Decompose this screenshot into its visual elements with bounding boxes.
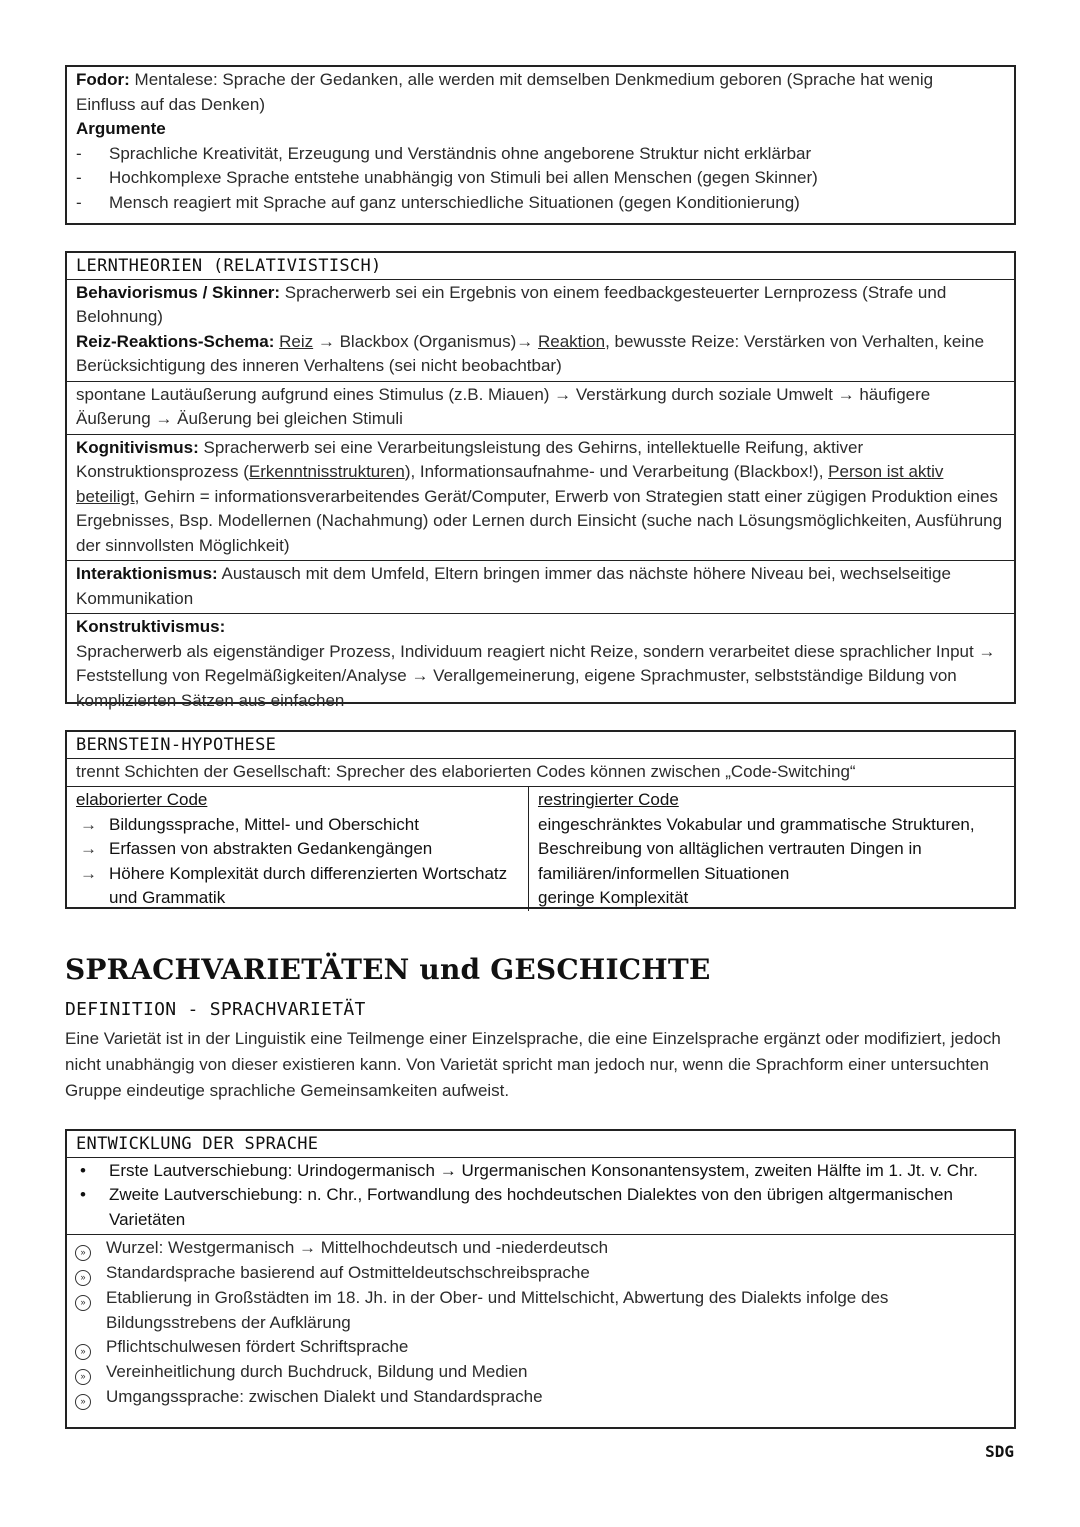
list-item: » Pflichtschulwesen fördert Schriftsprache: [73, 1335, 1005, 1360]
elab-title: elaborierter Code: [76, 790, 208, 809]
kognitivismus-term: Kognitivismus:: [76, 437, 199, 457]
bernstein-header: BERNSTEIN-HYPOTHESE: [76, 735, 277, 755]
kognitivismus-row: Kognitivismus: Spracherwerb sei eine Verarbeitungsleistung des Gehirns, intellektuelle Reifung, aktiver Konstruktionsprozess (Erkenntnisstrukturen), Informationsaufnahme- und Verarbeitung (Blackbox!), Person ist aktiv beteiligt, Gehirn = informationsverarbeitendes Gerät/Computer, Erwerb von Strategien statt einer zügigen Produktion eines Ergebnisses, Bsp. Modellernen (Nachahmung) oder Lernen durch Einsicht (suche nach Lösungsmöglichkeiten, Ausführung der sinnvollsten Möglichkeit): [67, 434, 1014, 561]
list-item: → Erfassen von abstrakten Gedankengängen: [80, 839, 433, 858]
footer-initials: SDG: [985, 1442, 1014, 1461]
circle-arrow-icon: »: [75, 1369, 91, 1385]
fodor-box: [65, 65, 1016, 225]
konstruktivismus-row: Konstruktivismus: Spracherwerb als eigenständiger Prozess, Individuum reagiert nicht Reize, sondern verarbeitet diese sprachlicher Input → Feststellung von Regelmäßigkeiten/Analyse → Verallgemeinerung, eigene Sprachmuster, selbstständige Bildung von komplizierten Sätzen aus einfachen: [67, 613, 1014, 715]
list-item: → Bildungssprache, Mittel- und Oberschicht: [80, 814, 419, 834]
list-item: » Wurzel: Westgermanisch → Mittelhochdeutsch und -niederdeutsch: [73, 1236, 1005, 1261]
list-item: - Mensch reagiert mit Sprache auf ganz unterschiedliche Situationen (gegen Konditionierung): [76, 192, 800, 212]
history-row: [67, 1234, 1014, 1412]
interaktionismus-row: Interaktionismus: Austausch mit dem Umfeld, Eltern bringen immer das nächste höhere Niveau bei, wechselseitige Kommunikation: [67, 560, 1014, 613]
list-item: » Etablierung in Großstädten im 18. Jh. in der Ober- und Mittelschicht, Abwertung des Dialekts infolge des Bildungsstrebens der Aufklärung: [73, 1286, 1005, 1335]
section-title: SPRACHVARIETÄTEN und GESCHICHTE: [65, 953, 711, 986]
elaborated-code-column: [67, 787, 529, 911]
list-item: • Erste Lautverschiebung: Urindogermanisch → Urgermanischen Konsonantensystem, zweiten Hälfte im 1. Jt. v. Chr.: [80, 1160, 978, 1180]
spontan-row: spontane Lautäußerung aufgrund eines Stimulus (z.B. Miauen) → Verstärkung durch soziale Umwelt → häufigere Äußerung → Äußerung bei gleichen Stimuli: [67, 381, 1014, 434]
konstruktivismus-term: Konstruktivismus:: [76, 617, 226, 636]
list-item: » Standardsprache basierend auf Ostmitteldeutschschreibsprache: [73, 1261, 1005, 1286]
list-item: - Hochkomplexe Sprache entstehe unabhängig von Stimuli bei allen Menschen (gegen Skinner): [76, 168, 818, 187]
circle-arrow-icon: »: [75, 1344, 91, 1360]
code-table: [67, 786, 1014, 911]
interaktionismus-term: Interaktionismus:: [76, 564, 218, 583]
bernstein-box: [65, 730, 1016, 909]
fodor-text: Mentalese: Sprache der Gedanken, alle werden mit demselben Denkmedium geboren (Sprache hat wenig: [129, 70, 934, 89]
argumente-title: Argumente: [76, 119, 166, 138]
list-item: • Zweite Lautverschiebung: n. Chr., Fortwandlung des hochdeutschen Dialektes von den übrigen altgermanischen Varietäten: [80, 1185, 953, 1229]
definition-paragraph: Eine Varietät ist in der Linguistik eine Teilmenge einer Einzelsprache, die eine Einzelsprache ergänzt oder modifiziert, jedoch nicht unabhängig von dieser existieren kann. Von Varietät spricht man jedoch nur, wenn die Sprachform einer untersuchten Gruppe eindeutige sprachliche Gemeinsamkeiten aufweist.: [65, 1029, 1001, 1100]
section-subtitle: DEFINITION - SPRACHVARIETÄT: [65, 999, 366, 1020]
bernstein-intro: trennt Schichten der Gesellschaft: Sprecher des elaborierten Codes können zwischen „Code-Switching“: [67, 758, 1014, 787]
behaviorismus-row: Behaviorismus / Skinner: Spracherwerb sei ein Ergebnis von einem feedbackgesteuerter Lernprozess (Strafe und Belohnung) Reiz-Reaktions-Schema: Reiz → Blackbox (Organismus)→ Reaktion, bewusste Reize: Verstärken von Verhalten, keine Berücksichtigung des inneren Verhaltens (sei nicht beobachtbar): [67, 279, 1014, 381]
list-item: → Höhere Komplexität durch differenzierten Wortschatz und Grammatik: [80, 863, 508, 907]
list-item: » Umgangssprache: zwischen Dialekt und Standardsprache: [73, 1385, 1005, 1410]
lerntheorien-header: LERNTHEORIEN (RELATIVISTISCH): [76, 256, 382, 276]
fodor-name: Fodor:: [76, 70, 130, 89]
restr-title: restringierter Code: [538, 790, 679, 809]
list-item: - Sprachliche Kreativität, Erzeugung und Verständnis ohne angeborene Struktur nicht erklärbar: [76, 143, 812, 163]
circle-arrow-icon: »: [75, 1270, 91, 1286]
list-item: » Vereinheitlichung durch Buchdruck, Bildung und Medien: [73, 1360, 1005, 1385]
entwicklung-box: [65, 1129, 1016, 1429]
fodor-row: [67, 67, 1014, 217]
circle-arrow-icon: »: [75, 1295, 91, 1311]
circle-arrow-icon: »: [75, 1245, 91, 1261]
entwicklung-header: ENTWICKLUNG DER SPRACHE: [76, 1134, 319, 1154]
rrs-term: Reiz-Reaktions-Schema:: [76, 331, 275, 351]
behaviorismus-term: Behaviorismus / Skinner:: [76, 282, 281, 302]
circle-arrow-icon: »: [75, 1394, 91, 1410]
fodor-text-2: Einfluss auf das Denken): [76, 94, 265, 114]
lautverschiebung-row: [67, 1157, 1014, 1235]
lerntheorien-box: [65, 251, 1016, 710]
restricted-code-column: restringierter Code eingeschränktes Vokabular und grammatische Strukturen, Beschreibung von alltäglichen vertrauten Dingen in familiären/informellen Situationen geringe Komplexität: [529, 787, 1014, 911]
